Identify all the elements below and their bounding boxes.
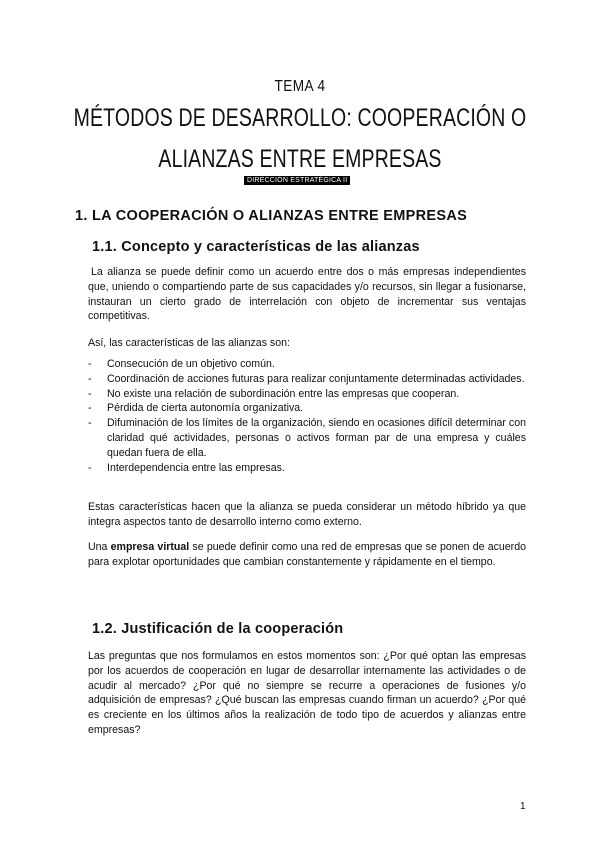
page-title-line-1: MÉTODOS DE DESARROLLO: COOPERACIÓN O: [73, 104, 527, 132]
paragraph-definition-text: La alianza se puede definir como un acuerdo entre dos o más empresas independientes que, uniendo o compartiendo parte de sus capacidades y/o recursos, sin llegar a fusionarse, instauran un cierto grado de interrelación con objeto de incrementar sus ventajas competitivas.: [88, 266, 526, 323]
section-heading-1: 1. LA COOPERACIÓN O ALIANZAS ENTRE EMPRESAS: [75, 208, 468, 224]
paragraph-characteristics-intro: [88, 336, 526, 351]
list-item: - Pérdida de cierta autonomía organizativa.: [88, 402, 304, 415]
paragraph-hybrid-method: [88, 500, 526, 530]
page-number: 1: [520, 801, 526, 812]
paragraph-virtual-company: Una empresa virtual se puede definir como una red de empresas que se ponen de acuerdo para explotar oportunidades que cambian constantemente y rápidamente en el tiempo.: [88, 541, 526, 568]
subsection-heading-1-1: 1.1. Concepto y características de las alianzas: [92, 239, 420, 255]
list-item: - Consecución de un objetivo común.: [88, 358, 275, 370]
list-item: - No existe una relación de subordinación entre las empresas que cooperan.: [88, 387, 460, 400]
subsection-heading-1-2: 1.2. Justificación de la cooperación: [92, 621, 344, 637]
paragraph-definition: [88, 265, 526, 324]
page-title-line-2: ALIANZAS ENTRE EMPRESAS: [158, 145, 442, 173]
characteristics-list: [88, 357, 526, 475]
paragraph-justification: [88, 649, 526, 738]
list-item: - Interdependencia entre las empresas.: [88, 461, 285, 474]
subject-badge: DIRECCIÓN ESTRATÉGICA II: [244, 176, 350, 185]
paragraph-characteristics-intro-text: Así, las características de las alianzas son:: [88, 337, 290, 349]
topic-number: TEMA 4: [274, 78, 326, 95]
list-item: - Difuminación de los límites de la organización, siendo en ocasiones difícil determinar con claridad qué actividades, personas o activos forman par de una empresa y cuáles quedan fuera de ella.: [88, 417, 526, 459]
paragraph-hybrid-method-text: Estas características hacen que la alianza se pueda considerar un método híbrido ya que integra aspectos tanto de desarrollo interno como externo.: [88, 501, 526, 528]
paragraph-justification-text: Las preguntas que nos formulamos en estos momentos son: ¿Por qué optan las empresas por los acuerdos de cooperación en lugar de desarrollar internamente las actividades o de acudir al mercado? ¿Por qué no siempre se recurre a operaciones de fusiones y/o adquisición de empresas? ¿Qué buscan las empresas cuando firman un acuerdo? ¿Por qué es creciente en los últimos años la realización de todo tipo de acuerdos y alianzas entre empresas?: [88, 650, 526, 736]
term-virtual-company: empresa virtual: [110, 541, 190, 553]
list-item: - Coordinación de acciones futuras para realizar conjuntamente determinadas actividades.: [88, 372, 525, 385]
